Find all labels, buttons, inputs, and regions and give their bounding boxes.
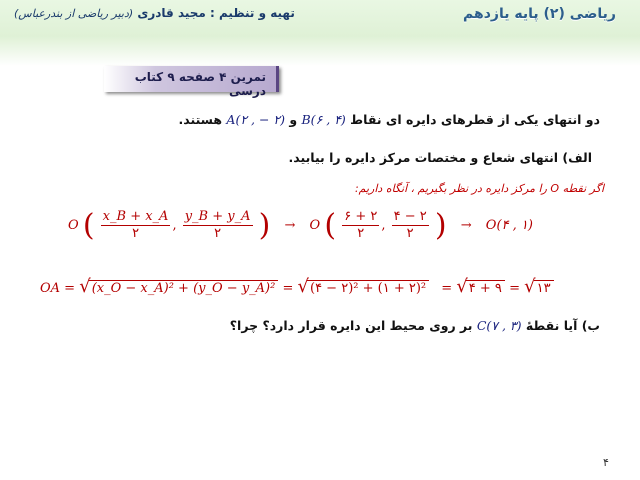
exercise-badge bbox=[104, 66, 279, 98]
fraction-general-x bbox=[101, 209, 171, 242]
author-note: (دبیر ریاضی از بندرعباس) bbox=[14, 7, 134, 20]
fraction-numerator: y_B + y_A bbox=[184, 209, 251, 224]
midpoint-lhs-2: O bbox=[309, 218, 321, 233]
midpoint-lhs: O bbox=[68, 218, 79, 233]
fraction-denominator: ۲ bbox=[406, 226, 414, 241]
course-title: ریاضی (۲) پایه یازدهم bbox=[463, 6, 616, 22]
sqrt-substituted: (۴ − ۲)² + (۱ + ۲)² bbox=[307, 280, 429, 296]
sqrt-final: ۱۳ bbox=[534, 280, 554, 296]
equals-1: = bbox=[282, 281, 294, 296]
point-b: B(۶ , ۴) bbox=[301, 112, 346, 127]
part-b-question bbox=[230, 318, 600, 333]
problem-text-after: هستند. bbox=[178, 112, 223, 127]
hint-text: اگر نقطه O را مرکز دایره در نظر بگیریم ، آنگاه داریم: bbox=[354, 182, 604, 195]
problem-statement bbox=[179, 112, 601, 127]
author-credit bbox=[14, 6, 295, 20]
fraction-denominator: ۲ bbox=[357, 226, 365, 241]
equals-3: = bbox=[509, 281, 520, 296]
exercise-badge-text: تمرین ۴ صفحه ۹ کتاب درسی bbox=[134, 70, 266, 98]
arrow-icon: → bbox=[284, 218, 296, 233]
distance-lhs: OA = bbox=[40, 281, 76, 296]
midpoint-result: O(۴ , ۱) bbox=[485, 218, 533, 233]
fraction-sub-x bbox=[342, 209, 379, 242]
fraction-sub-y bbox=[392, 209, 429, 242]
fraction-denominator: ۲ bbox=[214, 226, 222, 241]
problem-and: و bbox=[289, 112, 298, 127]
sqrt-sum: ۴ + ۹ bbox=[466, 280, 505, 296]
fraction-numerator: x_B + x_A bbox=[102, 209, 169, 224]
arrow-icon: → bbox=[460, 218, 472, 233]
distance-formula: OA = √(x_O − x_A)² + (y_O − y_A)² = √(۴ − ۲)² + (۱ + ۲)² = √۴ + ۹ = √۱۳ bbox=[40, 276, 554, 297]
author-label: تهیه و تنظیم : مجید قادری bbox=[137, 6, 295, 20]
problem-text-before: دو انتهای یکی از قطرهای دایره ای نقاط bbox=[350, 112, 600, 127]
fraction-general-y bbox=[183, 209, 253, 242]
page-number: ۴ bbox=[603, 456, 609, 469]
fraction-numerator: ۴ − ۲ bbox=[393, 209, 427, 224]
page-header bbox=[0, 0, 640, 66]
point-a: A(۲ , − ۲) bbox=[226, 112, 285, 127]
part-b-text-after: بر روی محیط این دایره قرار دارد؟ چرا؟ bbox=[229, 318, 473, 333]
equals-2: = bbox=[441, 281, 453, 296]
fraction-denominator: ۲ bbox=[132, 226, 140, 241]
point-c: C(۷ , ۳) bbox=[476, 318, 522, 333]
part-a-question: الف) انتهای شعاع و مختصات مرکز دایره را بیابید. bbox=[288, 150, 592, 165]
sqrt-general: (x_O − x_A)² + (y_O − y_A)² bbox=[89, 280, 279, 296]
fraction-numerator: ۶ + ۲ bbox=[344, 209, 378, 224]
midpoint-formula: O ( $\frac{x\_B + x\_A}{۲}$ , $\frac{y\_B + y\_A}{۲}$ ) → O ( $\frac{۶ + ۲}{۲}$ , $\frac{۴ - ۲}{۲}$ ) → O(۴ , ۱) bbox=[68, 208, 533, 243]
part-b-text-before: ب) آیا نقطهٔ bbox=[525, 318, 600, 333]
